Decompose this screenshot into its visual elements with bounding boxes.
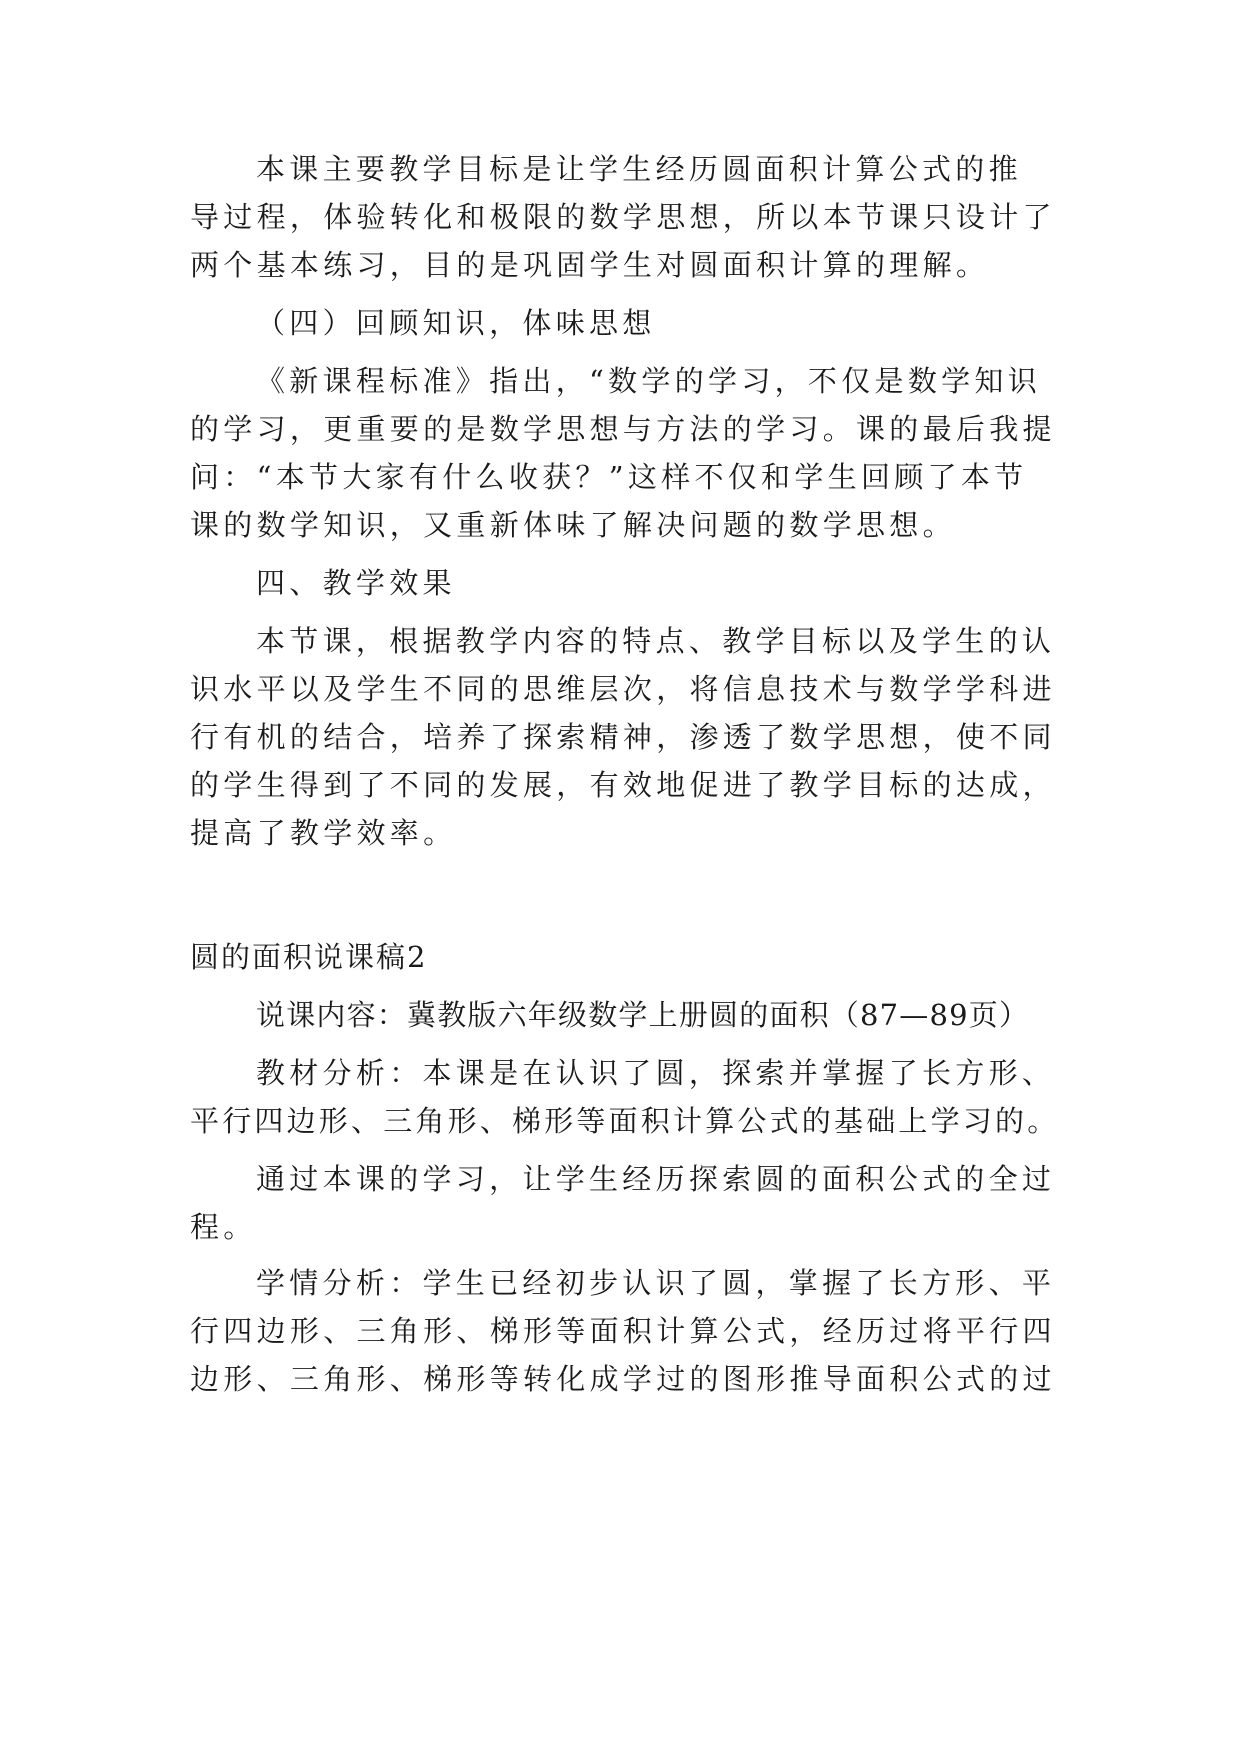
- paragraph-line: 边形、三角形、梯形等转化成学过的图形推导面积公式的过: [190, 1362, 1056, 1396]
- paragraph-line: 提高了教学效率。: [190, 816, 457, 850]
- paragraph-line: 行四边形、三角形、梯形等面积计算公式，经历过将平行四: [190, 1314, 1056, 1348]
- paragraph-line: 行有机的结合，培养了探索精神，渗透了数学思想，使不同: [190, 720, 1056, 754]
- paragraph-line: 问：“本节大家有什么收获？”这样不仅和学生回顾了本节: [190, 460, 1028, 494]
- paragraph-line: 《新课程标准》指出，“数学的学习，不仅是数学知识: [256, 364, 1042, 398]
- paragraph-line: 通过本课的学习，让学生经历探索圆的面积公式的全过: [256, 1162, 1056, 1196]
- section-heading: （四）回顾知识，体味思想: [256, 306, 656, 340]
- paragraph-line: 平行四边形、三角形、梯形等面积计算公式的基础上学习的。: [190, 1104, 1060, 1138]
- paragraph-line: 说课内容：冀教版六年级数学上册圆的面积（87—89页）: [256, 998, 1030, 1032]
- document-title: 圆的面积说课稿2: [190, 940, 428, 974]
- paragraph-line: 识水平以及学生不同的思维层次，将信息技术与数学学科进: [190, 672, 1056, 706]
- paragraph-line: 课的数学知识，又重新体味了解决问题的数学思想。: [190, 508, 956, 542]
- paragraph-line: 教材分析：本课是在认识了圆，探索并掌握了长方形、: [256, 1056, 1056, 1090]
- paragraph-line: 导过程，体验转化和极限的数学思想，所以本节课只设计了: [190, 200, 1056, 234]
- paragraph-line: 学情分析：学生已经初步认识了圆，掌握了长方形、平: [256, 1266, 1056, 1300]
- paragraph-line: 的学生得到了不同的发展，有效地促进了教学目标的达成，: [190, 768, 1056, 802]
- paragraph-line: 本课主要教学目标是让学生经历圆面积计算公式的推: [256, 152, 1022, 186]
- paragraph-line: 的学习，更重要的是数学思想与方法的学习。课的最后我提: [190, 412, 1056, 446]
- paragraph-line: 程。: [190, 1210, 257, 1244]
- section-heading: 四、教学效果: [256, 566, 456, 600]
- paragraph-line: 本节课，根据教学内容的特点、教学目标以及学生的认: [256, 624, 1056, 658]
- paragraph-line: 两个基本练习，目的是巩固学生对圆面积计算的理解。: [190, 248, 990, 282]
